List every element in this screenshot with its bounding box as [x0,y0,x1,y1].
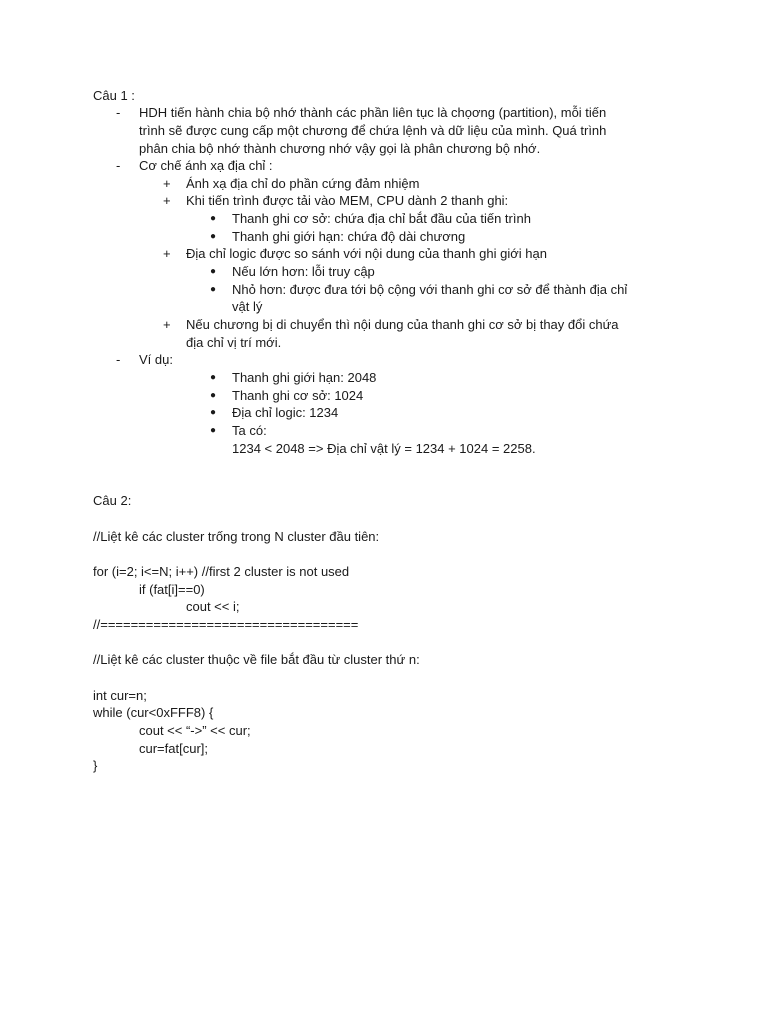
list-item-text: 1234 < 2048 => Địa chỉ vật lý = 1234 + 1024 = 2258. [232,441,536,456]
list-item-text: Ví dụ: [139,352,173,367]
bullet-dot-icon: ● [210,372,217,383]
list-item-text: Địa chỉ logic được so sánh với nội dung của thanh ghi giới hạn [186,246,547,261]
code-comment: //Liệt kê các cluster trống trong N cluster đầu tiên: [93,529,380,544]
plus-marker: + [163,246,171,261]
code-line: if (fat[i]==0) [139,582,205,597]
plus-marker: + [163,193,171,208]
code-line: int cur=n; [93,688,147,703]
paragraph-line: phân chia bộ nhớ thành chương nhớ vậy gọi là phân chương bộ nhớ. [139,141,541,156]
dash-marker: - [116,352,121,367]
bullet-dot-icon: ● [210,213,217,224]
dash-marker: - [116,158,121,173]
list-item-text: vật lý [232,299,263,314]
list-item-text: Cơ chế ánh xạ địa chỉ : [139,158,273,173]
plus-marker: + [163,176,171,191]
code-separator: //================================== [93,617,359,632]
list-item-text: Thanh ghi cơ sở: 1024 [232,388,364,403]
list-item-text: Nếu lớn hơn: lỗi truy cập [232,264,375,279]
code-line: cout << “->” << cur; [139,723,251,738]
bullet-dot-icon: ● [210,284,217,295]
bullet-dot-icon: ● [210,425,217,436]
question-2-heading: Câu 2: [93,493,132,508]
list-item-text: Ánh xạ địa chỉ do phần cứng đảm nhiệm [186,176,420,191]
dash-marker: - [116,105,121,120]
paragraph-line: HDH tiến hành chia bộ nhớ thành các phần liên tục là chọơng (partition), mỗi tiến [139,105,607,120]
bullet-dot-icon: ● [210,390,217,401]
code-line: } [93,758,98,773]
bullet-dot-icon: ● [210,266,217,277]
list-item-text: Thanh ghi cơ sở: chứa địa chỉ bắt đầu của tiến trình [232,211,531,226]
list-item-text: Thanh ghi giới hạn: 2048 [232,370,377,385]
question-1-heading: Câu 1 : [93,88,135,103]
list-item-text: Khi tiến trình được tải vào MEM, CPU dành 2 thanh ghi: [186,193,509,208]
plus-marker: + [163,317,171,332]
list-item-text: Thanh ghi giới hạn: chứa độ dài chương [232,229,466,244]
list-item-text: Địa chỉ logic: 1234 [232,405,339,420]
list-item-text: địa chỉ vị trí mới. [186,335,282,350]
code-line: for (i=2; i<=N; i++) //first 2 cluster is not used [93,564,350,579]
list-item-text: Nhỏ hơn: được đưa tới bộ cộng với thanh ghi cơ sở để thành địa chỉ [232,282,628,297]
list-item-text: Nếu chương bị di chuyển thì nội dung của thanh ghi cơ sở bị thay đổi chứa [186,317,619,332]
code-comment: //Liệt kê các cluster thuộc về file bắt đầu từ cluster thứ n: [93,652,420,667]
code-line: cout << i; [186,599,240,614]
list-item-text: Ta có: [232,423,267,438]
paragraph-line: trình sẽ được cung cấp một chương để chứa lệnh và dữ liệu của mình. Quá trình [139,123,607,138]
bullet-dot-icon: ● [210,231,217,242]
code-line: cur=fat[cur]; [139,741,208,756]
bullet-dot-icon: ● [210,407,217,418]
code-line: while (cur<0xFFF8) { [93,705,214,720]
